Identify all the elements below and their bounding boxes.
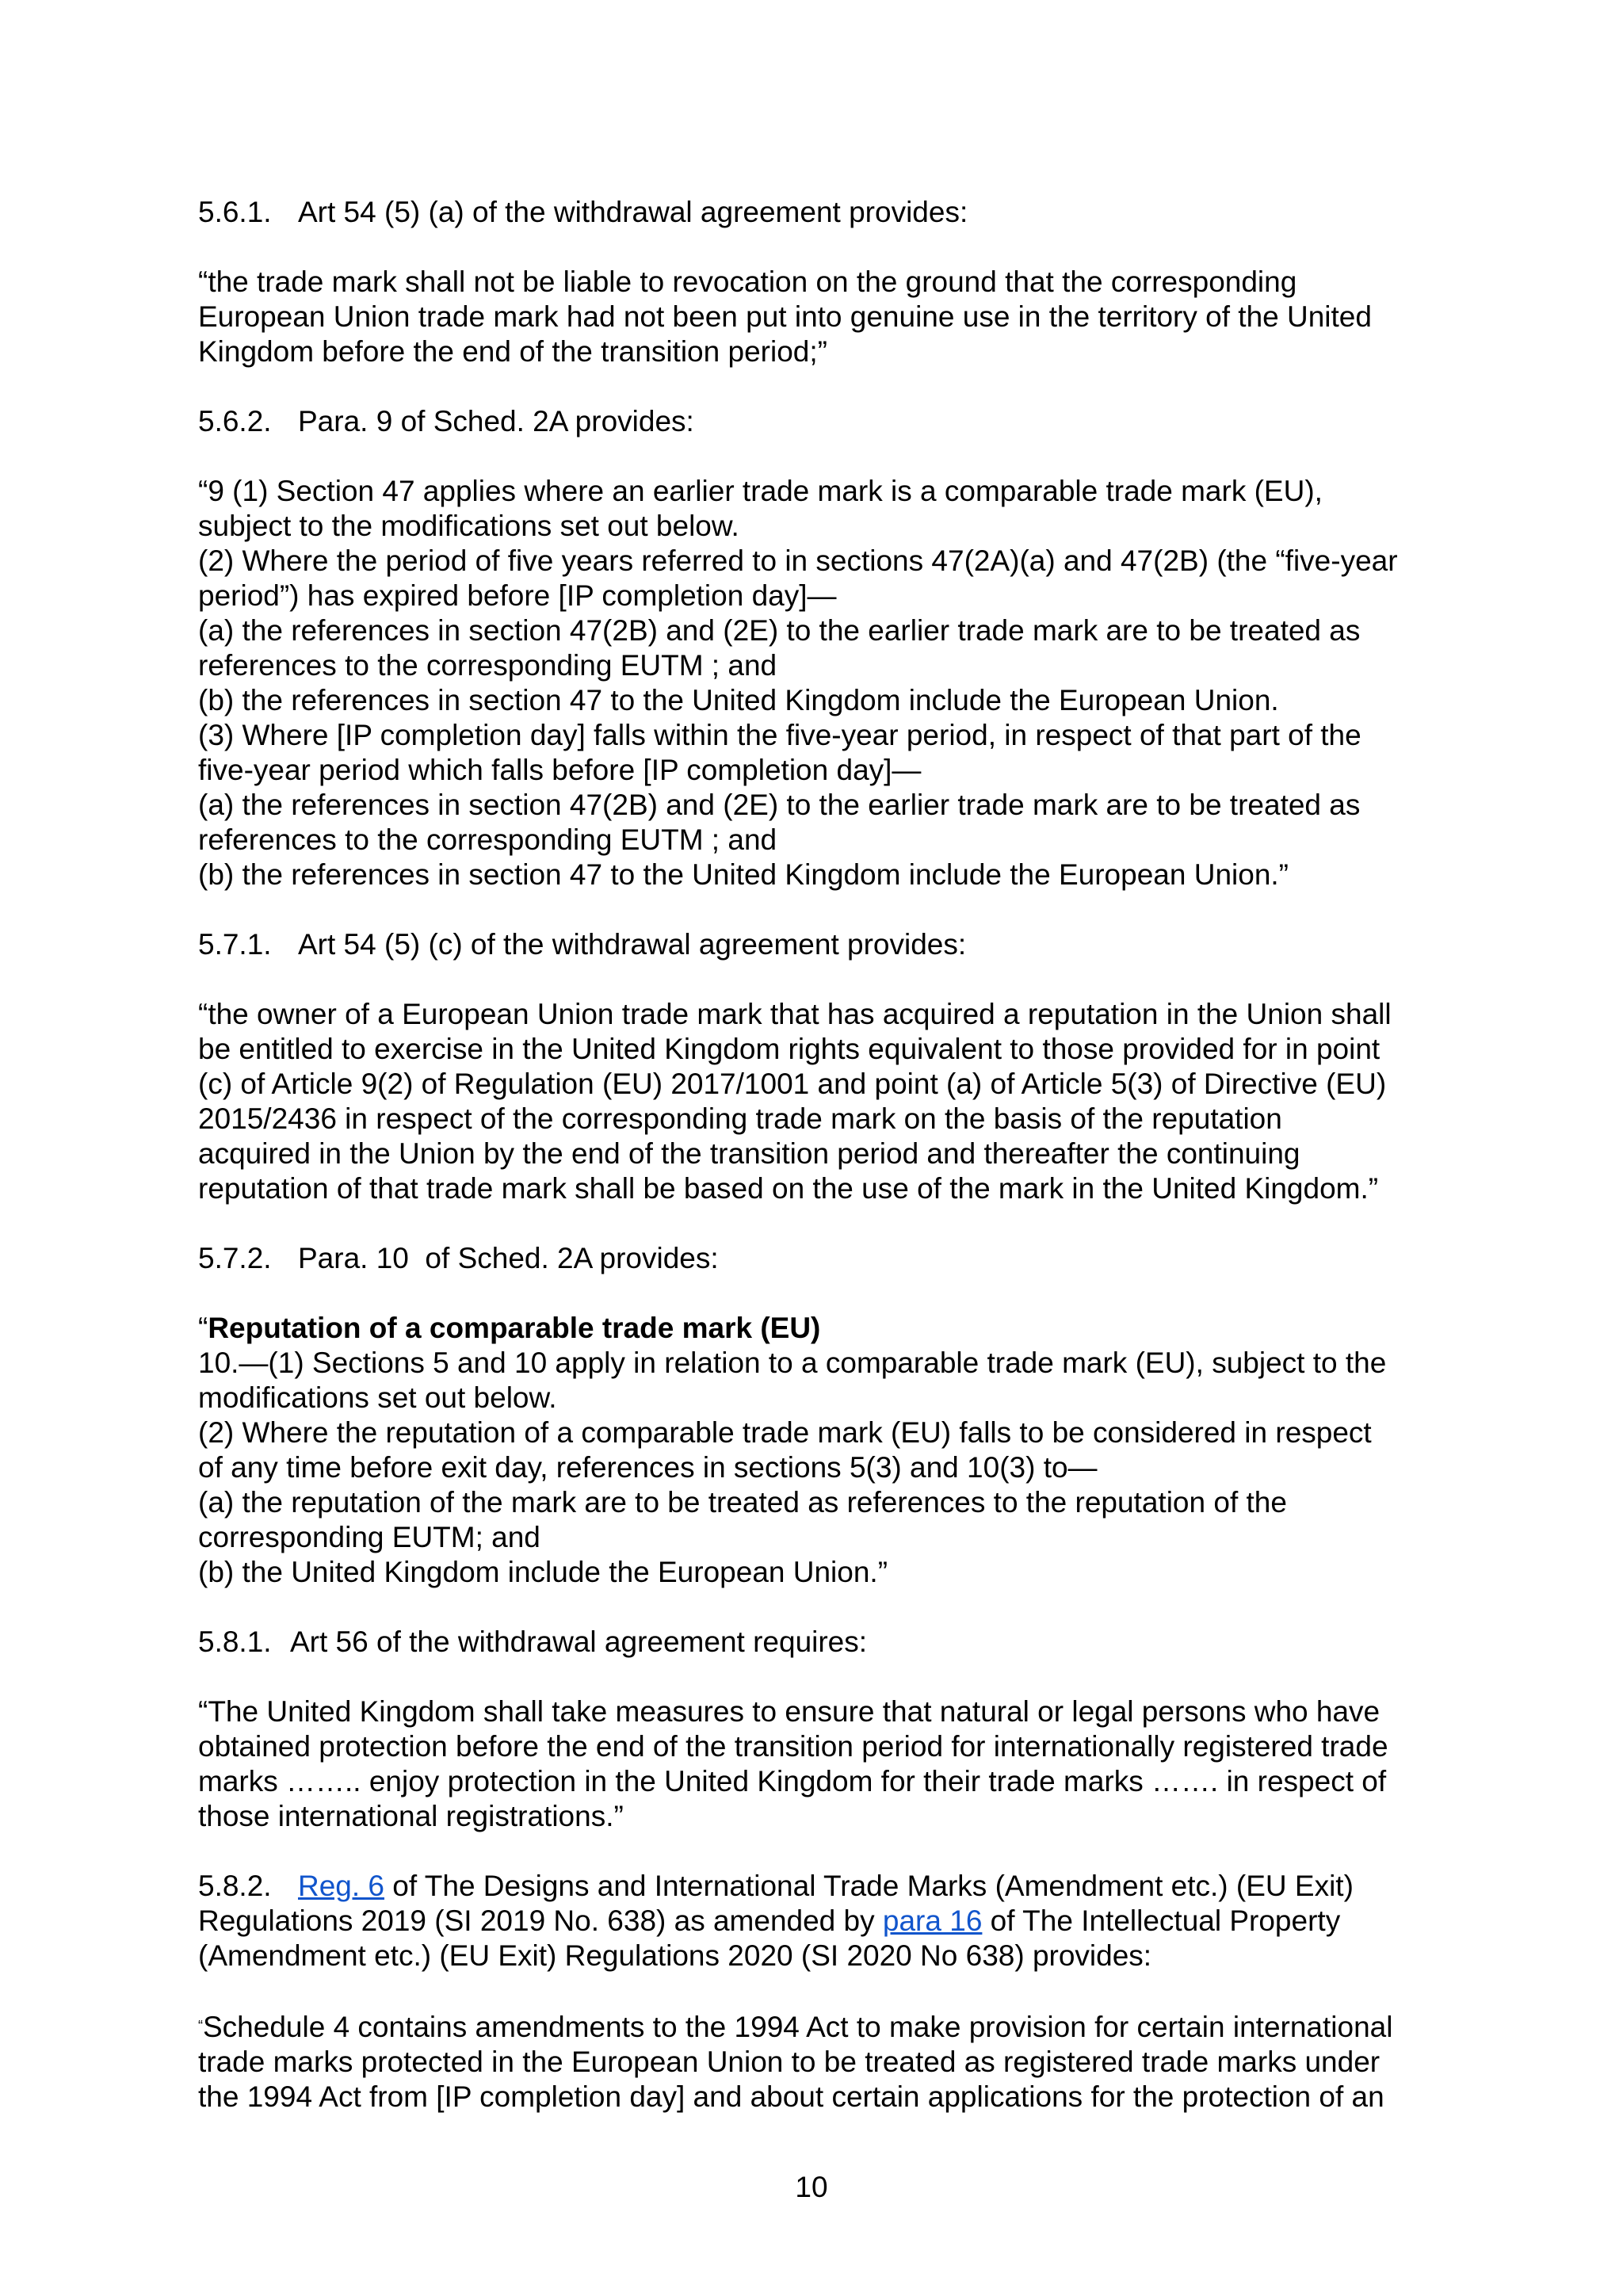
quote-line: (2) Where the reputation of a comparable trade mark (EU) falls to be considered in respect xyxy=(198,1416,1372,1449)
quote-line: period”) has expired before [IP completion day]— xyxy=(198,579,837,612)
quote-line: European Union trade mark had not been put into genuine use in the territory of the United xyxy=(198,300,1372,333)
section-intro: of The Intellectual Property xyxy=(982,1904,1341,1937)
section-5-6-1-quote xyxy=(198,265,1442,369)
quote-line: “The United Kingdom shall take measures to ensure that natural or legal persons who have xyxy=(198,1695,1381,1728)
quote-line: “9 (1) Section 47 applies where an earlier trade mark is a comparable trade mark (EU), xyxy=(198,475,1323,507)
section-5-7-1-heading xyxy=(198,927,1442,962)
section-5-7-2-quote xyxy=(198,1311,1442,1590)
para-16-link[interactable]: para 16 xyxy=(882,1904,983,1937)
section-intro: Art 56 of the withdrawal agreement requires: xyxy=(290,1626,868,1658)
quote-line: (b) the United Kingdom include the European Union.” xyxy=(198,1556,888,1588)
quote-line: reputation of that trade mark shall be based on the use of the mark in the United Kingdom.” xyxy=(198,1172,1379,1205)
quote-line: “the owner of a European Union trade mark that has acquired a reputation in the Union shall xyxy=(198,998,1392,1030)
section-number: 5.8.1. xyxy=(198,1626,272,1658)
quote-line: acquired in the Union by the end of the transition period and thereafter the continuing xyxy=(198,1137,1300,1170)
section-number: 5.7.1. xyxy=(198,928,272,961)
section-intro: Art 54 (5) (a) of the withdrawal agreement provides: xyxy=(298,196,968,228)
quote-line: (a) the reputation of the mark are to be treated as references to the reputation of the xyxy=(198,1486,1287,1519)
quote-line: Kingdom before the end of the transition period;” xyxy=(198,335,827,368)
quote-line: Schedule 4 contains amendments to the 1994 Act to make provision for certain international xyxy=(203,2011,1393,2043)
section-number: 5.6.1. xyxy=(198,196,272,228)
quote-line: subject to the modifications set out below. xyxy=(198,510,739,542)
quote-line: marks …….. enjoy protection in the United Kingdom for their trade marks ……. in respect of xyxy=(198,1765,1387,1797)
quote-line: references to the corresponding EUTM ; and xyxy=(198,649,777,682)
section-intro: Regulations 2019 (SI 2019 No. 638) as amended by xyxy=(198,1904,883,1937)
quote-line: modifications set out below. xyxy=(198,1381,557,1414)
reg-6-link[interactable]: Reg. 6 xyxy=(298,1870,385,1902)
quote-line: references to the corresponding EUTM ; and xyxy=(198,823,777,856)
section-5-6-1-heading xyxy=(198,195,1442,230)
section-5-8-2-quote xyxy=(198,2008,1442,2115)
section-5-8-1-heading xyxy=(198,1625,1442,1660)
section-number: 5.6.2. xyxy=(198,405,272,437)
document-body xyxy=(198,195,1442,2115)
quote-line: 2015/2436 in respect of the corresponding trade mark on the basis of the reputation xyxy=(198,1102,1282,1135)
section-number: 5.8.2. xyxy=(198,1870,272,1902)
quote-line: (b) the references in section 47 to the United Kingdom include the European Union.” xyxy=(198,858,1289,891)
quote-line: (c) of Article 9(2) of Regulation (EU) 2017/1001 and point (a) of Article 5(3) of Directive (EU) xyxy=(198,1068,1387,1100)
quote-line: (a) the references in section 47(2B) and (2E) to the earlier trade mark are to be treated as xyxy=(198,789,1361,821)
quote-line: of any time before exit day, references in sections 5(3) and 10(3) to— xyxy=(198,1451,1098,1484)
section-5-8-2-heading xyxy=(198,1869,1442,1973)
section-5-6-2-quote xyxy=(198,474,1442,892)
quote-line: those international registrations.” xyxy=(198,1800,624,1832)
section-number: 5.7.2. xyxy=(198,1242,272,1274)
quote-line: (a) the references in section 47(2B) and (2E) to the earlier trade mark are to be treated as xyxy=(198,614,1361,647)
section-5-7-2-heading xyxy=(198,1241,1442,1276)
section-5-6-2-heading xyxy=(198,404,1442,439)
quote-line: (2) Where the period of five years referred to in sections 47(2A)(a) and 47(2B) (the “five-year xyxy=(198,544,1398,577)
section-intro: of The Designs and International Trade Marks (Amendment etc.) (EU Exit) xyxy=(384,1870,1354,1902)
quote-line: trade marks protected in the European Union to be treated as registered trade marks under xyxy=(198,2046,1381,2078)
quote-line: corresponding EUTM; and xyxy=(198,1521,540,1553)
section-5-7-1-quote xyxy=(198,997,1442,1206)
quote-line: (3) Where [IP completion day] falls within the five-year period, in respect of that part of the xyxy=(198,719,1361,751)
quote-line: 10.—(1) Sections 5 and 10 apply in relation to a comparable trade mark (EU), subject to the xyxy=(198,1347,1387,1379)
quote-mark: “ xyxy=(198,2018,203,2034)
quote-line: obtained protection before the end of the transition period for internationally registered trade xyxy=(198,1730,1388,1763)
quote-line: be entitled to exercise in the United Kingdom rights equivalent to those provided for in point xyxy=(198,1033,1381,1065)
page-number: 10 xyxy=(795,2171,828,2203)
quote-line: (b) the references in section 47 to the United Kingdom include the European Union. xyxy=(198,684,1279,716)
section-intro: Para. 9 of Sched. 2A provides: xyxy=(298,405,694,437)
quote-line: “the trade mark shall not be liable to revocation on the ground that the corresponding xyxy=(198,266,1297,298)
quote-mark: “ xyxy=(198,1312,208,1344)
section-intro: (Amendment etc.) (EU Exit) Regulations 2020 (SI 2020 No 638) provides: xyxy=(198,1939,1152,1972)
section-5-8-1-quote xyxy=(198,1694,1442,1834)
quote-line: five-year period which falls before [IP completion day]— xyxy=(198,754,922,786)
quote-title: Reputation of a comparable trade mark (EU) xyxy=(208,1312,821,1344)
quote-line: the 1994 Act from [IP completion day] and about certain applications for the protection of an xyxy=(198,2080,1384,2113)
section-intro: Art 54 (5) (c) of the withdrawal agreement provides: xyxy=(298,928,967,961)
section-intro: Para. 10 of Sched. 2A provides: xyxy=(298,1242,719,1274)
